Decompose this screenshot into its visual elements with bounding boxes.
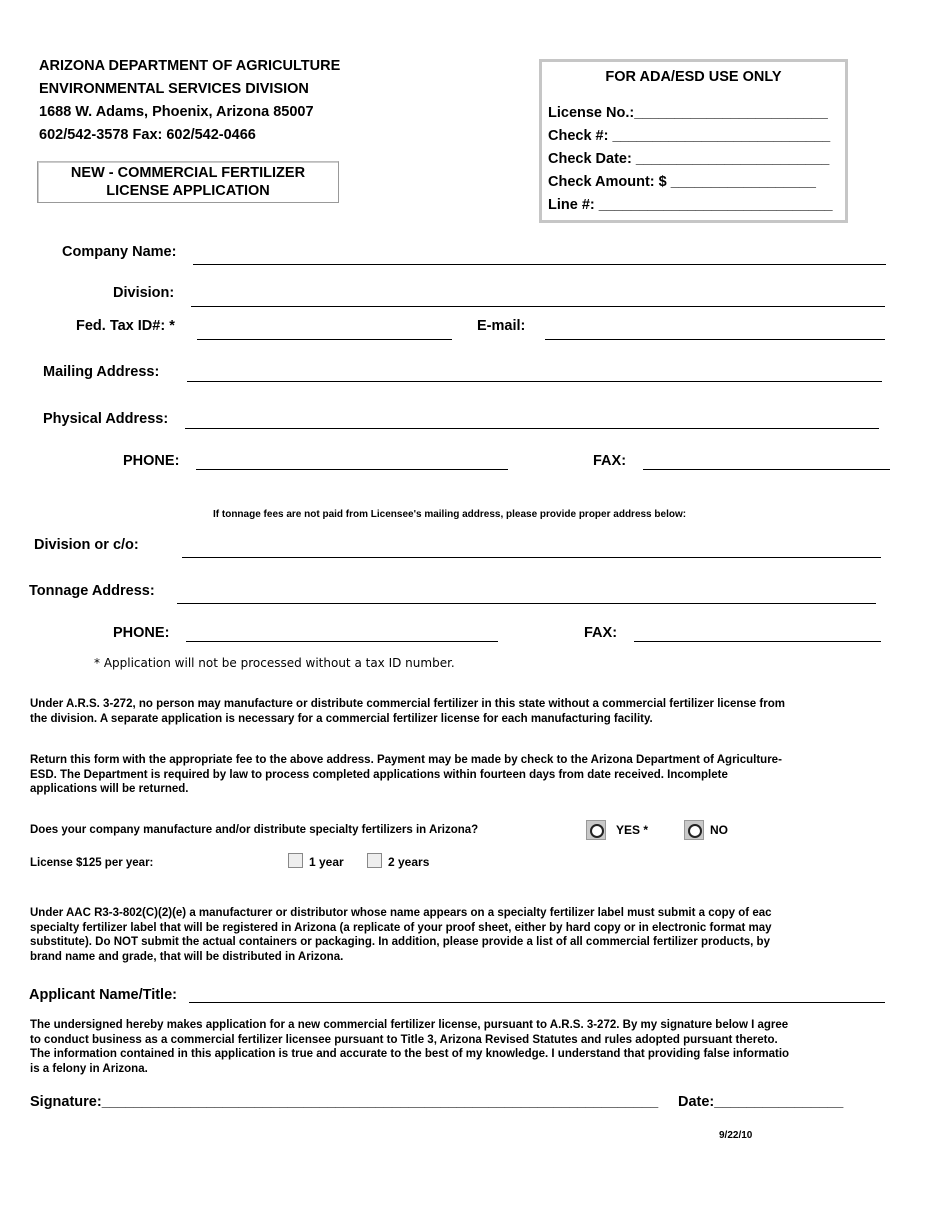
mailing-address-input[interactable]	[187, 381, 882, 382]
ars-paragraph	[30, 697, 785, 726]
fed-tax-id-label: Fed. Tax ID#: *	[76, 318, 175, 334]
tonnage-phone-label: PHONE:	[113, 625, 170, 641]
applicant-name-label: Applicant Name/Title:	[29, 987, 177, 1003]
tonnage-address-label: Tonnage Address:	[29, 583, 155, 599]
agency-phone-fax: 602/542-3578 Fax: 602/542-0466	[39, 127, 256, 143]
applicant-name-input[interactable]	[189, 1002, 885, 1003]
division-input[interactable]	[191, 306, 885, 307]
declaration-line: The undersigned hereby makes application for a new commercial fertilizer license, pursuant to A.R.S. 3-272. By my signature below I agree	[30, 1019, 789, 1031]
return-line: applications will be returned.	[30, 783, 189, 795]
check-amount-field: Check Amount: $ __________________	[548, 174, 816, 190]
fax-label: FAX:	[593, 453, 627, 469]
division-name: ENVIRONMENTAL SERVICES DIVISION	[39, 81, 309, 97]
fed-tax-id-input[interactable]	[197, 339, 452, 340]
fax-input[interactable]	[643, 469, 890, 470]
aac-line: substitute). Do NOT submit the actual containers or packaging. In addition, please provide a list of all commercial fertilizer products, by	[30, 936, 770, 948]
one-year-checkbox[interactable]	[288, 853, 303, 868]
return-paragraph	[30, 753, 782, 797]
ars-line: the division. A separate application is necessary for a commercial fertilizer license for each manufacturing facility.	[30, 712, 653, 725]
email-label: E-mail:	[477, 318, 526, 334]
tax-id-note: * Application will not be processed without a tax ID number.	[94, 656, 455, 670]
declaration-line: The information contained in this application is true and accurate to the best of my knowledge. I understand that providing false informatio	[30, 1048, 790, 1060]
aac-paragraph	[30, 906, 772, 964]
date-field[interactable]: Date:________________	[678, 1094, 844, 1110]
tonnage-phone-input[interactable]	[186, 641, 498, 642]
physical-address-label: Physical Address:	[43, 411, 169, 427]
two-years-label: 2 years	[388, 855, 430, 869]
signature-field[interactable]: Signature:_____________________________________________________________________	[30, 1094, 659, 1110]
form-title-line2: LICENSE APPLICATION	[106, 183, 270, 199]
division-co-input[interactable]	[182, 557, 881, 558]
agency-header	[39, 55, 340, 147]
phone-input[interactable]	[196, 469, 508, 470]
license-no-field: License No.:________________________	[548, 105, 828, 121]
check-date-field: Check Date: ________________________	[548, 151, 830, 167]
form-title-line1: NEW - COMMERCIAL FERTILIZER	[70, 165, 306, 181]
phone-label: PHONE:	[123, 453, 180, 469]
company-name-input[interactable]	[193, 264, 886, 265]
license-fee-label: License $125 per year:	[30, 857, 154, 869]
aac-line: brand name and grade, that will be distributed in Arizona.	[30, 950, 344, 963]
aac-line: Under AAC R3-3-802(C)(2)(e) a manufacturer or distributor whose name appears on a specialty fertilizer label must submit a copy of eac	[30, 907, 772, 919]
line-no-field: Line #: _____________________________	[548, 197, 833, 213]
tonnage-address-input[interactable]	[177, 603, 876, 604]
email-input[interactable]	[545, 339, 885, 340]
tonnage-fax-input[interactable]	[634, 641, 881, 642]
two-years-checkbox[interactable]	[367, 853, 382, 868]
return-line: Return this form with the appropriate fee to the above address. Payment may be made by check to the Arizona Department of Agriculture-	[30, 754, 782, 766]
physical-address-input[interactable]	[185, 428, 879, 429]
aac-line: specialty fertilizer label that will be registered in Arizona (a replicate of your proof sheet, either by hard copy or in electronic format may	[30, 921, 772, 934]
revision-date: 9/22/10	[719, 1130, 753, 1141]
declaration-line: is a felony in Arizona.	[30, 1062, 148, 1075]
yes-label: YES *	[616, 823, 649, 837]
no-label: NO	[710, 823, 728, 837]
agency-address: 1688 W. Adams, Phoenix, Arizona 85007	[39, 104, 314, 120]
mailing-address-label: Mailing Address:	[43, 364, 160, 380]
division-co-label: Division or c/o:	[34, 537, 139, 553]
return-line: ESD. The Department is required by law to process completed applications within fourteen days from date received. Incomplete	[30, 768, 728, 781]
form-title	[37, 161, 339, 203]
ars-line: Under A.R.S. 3-272, no person may manufacture or distribute commercial fertilizer in this state without a commercial fertilizer license from	[30, 698, 785, 710]
check-no-field: Check #: ___________________________	[548, 128, 831, 144]
company-name-label: Company Name:	[62, 244, 177, 260]
office-use-title: FOR ADA/ESD USE ONLY	[605, 69, 782, 85]
agency-name: ARIZONA DEPARTMENT OF AGRICULTURE	[39, 58, 341, 74]
declaration-paragraph	[30, 1018, 789, 1076]
specialty-question: Does your company manufacture and/or distribute specialty fertilizers in Arizona?	[30, 824, 479, 836]
no-radio[interactable]	[684, 820, 704, 840]
yes-radio[interactable]	[586, 820, 606, 840]
tonnage-fax-label: FAX:	[584, 625, 618, 641]
division-label: Division:	[113, 285, 175, 301]
office-use-box	[539, 59, 848, 223]
one-year-label: 1 year	[309, 855, 344, 869]
declaration-line: to conduct business as a commercial fertilizer licensee pursuant to Title 3, Arizona Revised Statutes and rules adopted pursuant thereto.	[30, 1033, 778, 1046]
tonnage-instruction: If tonnage fees are not paid from Licensee's mailing address, please provide proper address below:	[213, 509, 687, 520]
